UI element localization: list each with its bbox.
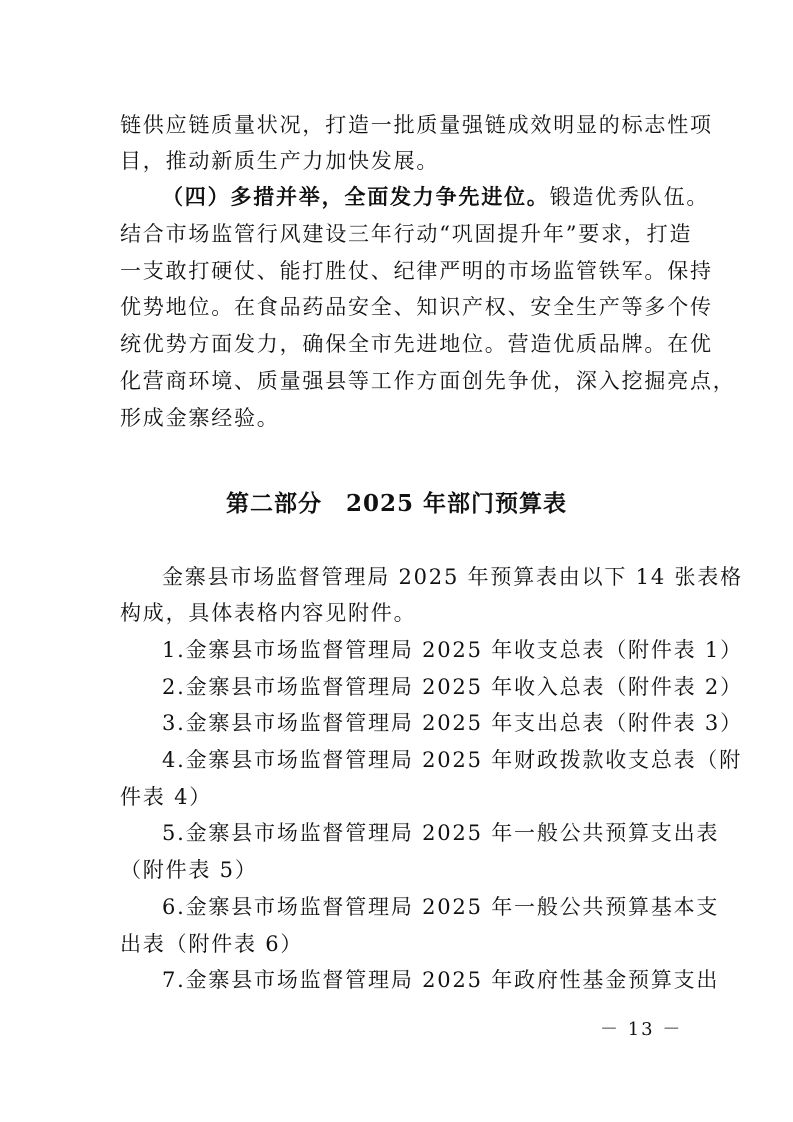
paragraph-text: 化营商环境、质量强县等工作方面创先争优，深入挖掘亮点，	[120, 369, 736, 393]
paragraph-2-line-6	[0, 366, 793, 396]
paragraph-text: 一支敢打硬仗、能打胜仗、纪律严明的市场监管铁军。保持	[120, 259, 713, 283]
list-item	[0, 965, 793, 995]
list-item-continuation	[0, 855, 793, 885]
paragraph-2-line-1	[0, 182, 793, 212]
paragraph-text: 锻造优秀队伍。	[549, 185, 710, 209]
paragraph-2-line-7	[0, 403, 793, 433]
intro-line-2	[0, 598, 793, 628]
list-item	[0, 708, 793, 738]
section-heading: 第二部分 2025 年部门预算表	[225, 490, 568, 517]
paragraph-text: 金寨县市场监督管理局 2025 年预算表由以下 14 张表格	[162, 565, 743, 589]
list-item-text: 3.金寨县市场监督管理局 2025 年支出总表（附件表 3）	[162, 711, 743, 735]
list-item	[0, 818, 793, 848]
paragraph-2-first-line	[162, 182, 709, 212]
list-item	[0, 672, 793, 702]
list-item-text: 6.金寨县市场监督管理局 2025 年一般公共预算基本支	[162, 895, 720, 919]
list-item	[0, 745, 793, 775]
paragraph-text: 优势地位。在食品药品安全、知识产权、安全生产等多个传	[120, 295, 713, 319]
paragraph-1-line-2	[0, 146, 793, 176]
subsection-lead: （四）多措并举，全面发力争先进位。	[162, 184, 550, 209]
paragraph-2-line-5	[0, 329, 793, 359]
list-item-text: 7.金寨县市场监督管理局 2025 年政府性基金预算支出	[162, 968, 720, 992]
list-item-text: 5.金寨县市场监督管理局 2025 年一般公共预算支出表	[162, 821, 720, 845]
paragraph-text: 链供应链质量状况，打造一批质量强链成效明显的标志性项	[120, 113, 713, 137]
list-item-text: 1.金寨县市场监督管理局 2025 年收支总表（附件表 1）	[162, 638, 743, 662]
paragraph-2-line-3	[0, 256, 793, 286]
list-item-text: （附件表 5）	[120, 858, 258, 882]
paragraph-2-line-4	[0, 292, 793, 322]
list-item	[0, 635, 793, 665]
list-item-continuation	[0, 782, 793, 812]
list-item-text: 4.金寨县市场监督管理局 2025 年财政拨款收支总表（附	[162, 748, 743, 772]
list-item	[0, 892, 793, 922]
list-item-text: 2.金寨县市场监督管理局 2025 年收入总表（附件表 2）	[162, 675, 743, 699]
page-number: － 13 －	[600, 1019, 683, 1040]
list-item-text: 件表 4）	[120, 785, 213, 809]
paragraph-text: 统优势方面发力，确保全市先进地位。营造优质品牌。在优	[120, 332, 713, 356]
paragraph-text: 构成，具体表格内容见附件。	[120, 601, 417, 625]
paragraph-1-line-1	[0, 110, 793, 140]
paragraph-text: 结合市场监管行风建设三年行动“巩固提升年”要求，打造	[120, 222, 693, 246]
list-item-text: 出表（附件表 6）	[120, 932, 304, 956]
paragraph-text: 目，推动新质生产力加快发展。	[120, 149, 440, 173]
list-item-continuation	[0, 929, 793, 959]
paragraph-text: 形成金寨经验。	[120, 406, 280, 430]
paragraph-2-line-2	[0, 219, 793, 249]
intro-line-1	[0, 562, 793, 592]
